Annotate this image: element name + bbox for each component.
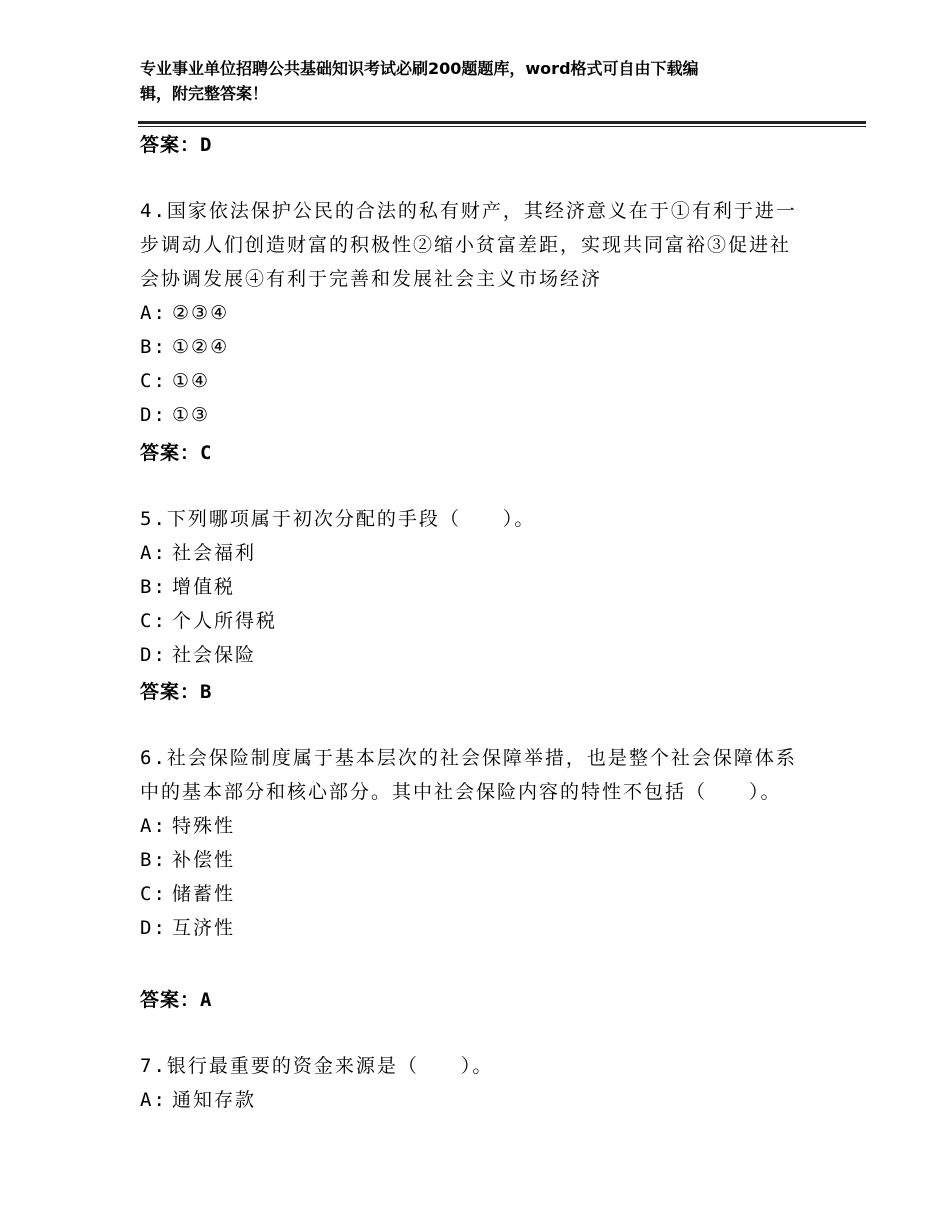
option-text: 特殊性 <box>172 815 236 837</box>
option-letter: D: <box>140 917 167 939</box>
question-6 <box>140 741 800 945</box>
option-letter: B: <box>140 849 167 871</box>
question-stem: 4.国家依法保护公民的合法的私有财产，其经济意义在于①有利于进一步调动人们创造财富的积极性②缩小贫富差距，实现共同富裕③促进社会协调发展④有利于完善和发展社会主义市场经济 <box>140 200 797 290</box>
option-b <box>140 570 800 604</box>
answer-label: 答案： <box>140 989 201 1011</box>
option-d <box>140 911 800 945</box>
option-b <box>140 843 800 877</box>
option-letter: A: <box>140 815 167 837</box>
question-stem: 5.下列哪项属于初次分配的手段（ ）。 <box>140 508 536 530</box>
answer-label: 答案： <box>140 681 201 703</box>
option-a <box>140 296 800 330</box>
option-text: 增值税 <box>172 576 236 598</box>
option-text: ①③ <box>172 404 211 426</box>
answer-value: B <box>200 681 213 703</box>
header-line-2: 辑，附完整答案！ <box>140 84 269 103</box>
option-letter: A: <box>140 542 167 564</box>
option-b <box>140 330 800 364</box>
option-text: 通知存款 <box>172 1089 257 1111</box>
option-letter: D: <box>140 404 167 426</box>
question-stem: 7.银行最重要的资金来源是（ ）。 <box>140 1055 494 1077</box>
answer-value: C <box>200 442 213 464</box>
answer-value: A <box>200 989 213 1011</box>
answer-q4 <box>140 438 212 465</box>
option-letter: D: <box>140 644 167 666</box>
option-letter: A: <box>140 302 167 324</box>
option-a <box>140 536 800 570</box>
header-rule-thick <box>138 121 866 124</box>
option-letter: C: <box>140 610 167 632</box>
option-letter: C: <box>140 883 167 905</box>
option-c <box>140 364 800 398</box>
option-c <box>140 877 800 911</box>
header-line-1: 专业事业单位招聘公共基础知识考试必刷200题题库，word格式可自由下载编 <box>140 59 699 78</box>
option-c <box>140 604 800 638</box>
option-d <box>140 398 800 432</box>
header-rule-thin <box>138 126 866 127</box>
option-letter: C: <box>140 370 167 392</box>
option-text: 补偿性 <box>172 849 236 871</box>
option-text: 社会保险 <box>172 644 257 666</box>
answer-value: D <box>200 134 213 156</box>
question-7 <box>140 1049 800 1117</box>
answer-q3 <box>140 130 212 157</box>
option-text: 储蓄性 <box>172 883 236 905</box>
option-text: ①②④ <box>172 336 230 358</box>
question-4 <box>140 194 800 432</box>
document-header <box>140 56 800 106</box>
answer-q5 <box>140 677 212 704</box>
question-5 <box>140 502 800 672</box>
option-a <box>140 809 800 843</box>
question-stem: 6.社会保险制度属于基本层次的社会保障举措，也是整个社会保障体系中的基本部分和核心部分。其中社会保险内容的特性不包括（ ）。 <box>140 747 797 803</box>
option-letter: B: <box>140 576 167 598</box>
option-text: 个人所得税 <box>172 610 278 632</box>
answer-label: 答案： <box>140 134 201 156</box>
option-a <box>140 1083 800 1117</box>
answer-label: 答案： <box>140 442 201 464</box>
option-text: 互济性 <box>172 917 236 939</box>
option-letter: B: <box>140 336 167 358</box>
option-text: 社会福利 <box>172 542 257 564</box>
answer-q6 <box>140 985 212 1012</box>
option-text: ①④ <box>172 370 211 392</box>
option-text: ②③④ <box>172 302 230 324</box>
option-d <box>140 638 800 672</box>
option-letter: A: <box>140 1089 167 1111</box>
